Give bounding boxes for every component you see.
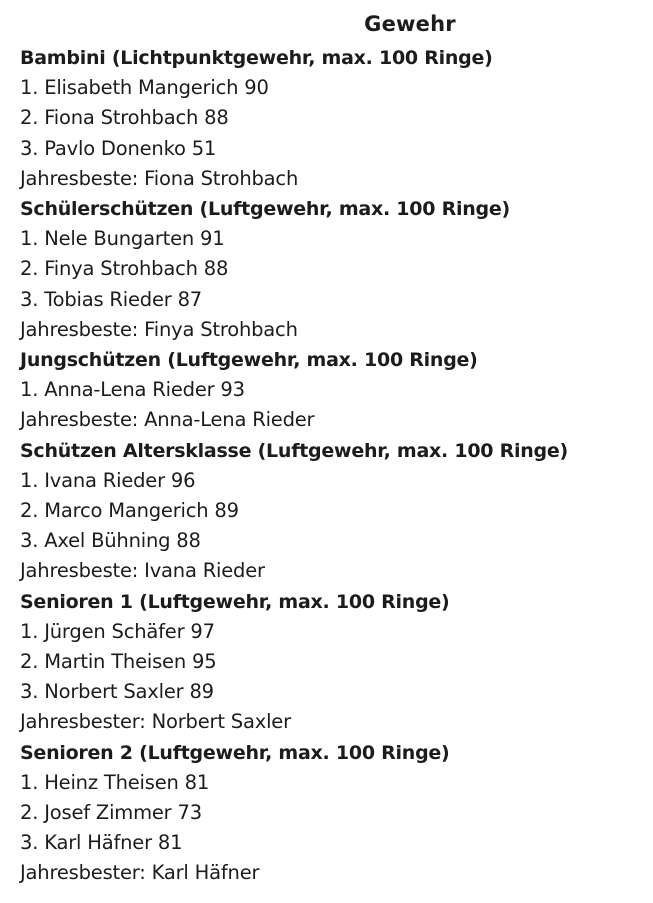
result-line: 2. Finya Strohbach 88	[20, 257, 229, 281]
year-best-line: Jahresbester: Karl Häfner	[20, 861, 260, 885]
year-best-line: Jahresbester: Norbert Saxler	[20, 710, 291, 734]
year-best-line: Jahresbeste: Anna-Lena Rieder	[20, 408, 315, 432]
result-line: 1. Heinz Theisen 81	[20, 770, 210, 794]
section-jungschuetzen	[20, 345, 650, 436]
result-line: 2. Marco Mangerich 89	[20, 499, 239, 523]
year-best-line: Jahresbeste: Fiona Strohbach	[20, 166, 299, 190]
result-line: 2. Josef Zimmer 73	[20, 801, 202, 825]
section-heading: Schützen Altersklasse (Luftgewehr, max. 100 Ringe)	[20, 439, 568, 462]
result-line: 1. Jürgen Schäfer 97	[20, 619, 215, 643]
section-heading: Jungschützen (Luftgewehr, max. 100 Ringe)	[20, 349, 478, 372]
year-best-line: Jahresbeste: Ivana Rieder	[20, 559, 265, 583]
section-bambini	[20, 43, 650, 194]
year-best-line: Jahresbeste: Finya Strohbach	[20, 317, 298, 341]
result-line: 1. Ivana Rieder 96	[20, 468, 196, 492]
result-line: 3. Tobias Rieder 87	[20, 287, 203, 311]
result-line: 2. Martin Theisen 95	[20, 650, 217, 674]
section-schuelerschuetzen	[20, 194, 650, 345]
result-line: 3. Axel Bühning 88	[20, 529, 201, 553]
section-heading: Bambini (Lichtpunktgewehr, max. 100 Ringe)	[20, 47, 493, 69]
result-line: 3. Karl Häfner 81	[20, 831, 183, 855]
section-senioren-2	[20, 738, 650, 889]
result-line: 3. Norbert Saxler 89	[20, 680, 214, 704]
page-title: Gewehr	[364, 12, 456, 36]
result-line: 1. Elisabeth Mangerich 90	[20, 76, 269, 100]
section-heading: Schülerschützen (Luftgewehr, max. 100 Ringe)	[20, 198, 510, 221]
section-heading: Senioren 2 (Luftgewehr, max. 100 Ringe)	[20, 741, 450, 764]
result-line: 3. Pavlo Donenko 51	[20, 136, 217, 160]
result-line: 2. Fiona Strohbach 88	[20, 106, 229, 130]
section-senioren-1	[20, 587, 650, 738]
result-line: 1. Anna-Lena Rieder 93	[20, 378, 245, 402]
result-line: 1. Nele Bungarten 91	[20, 227, 225, 251]
section-schuetzen-altersklasse	[20, 436, 650, 587]
results-document	[20, 8, 650, 889]
section-heading: Senioren 1 (Luftgewehr, max. 100 Ringe)	[20, 590, 450, 613]
